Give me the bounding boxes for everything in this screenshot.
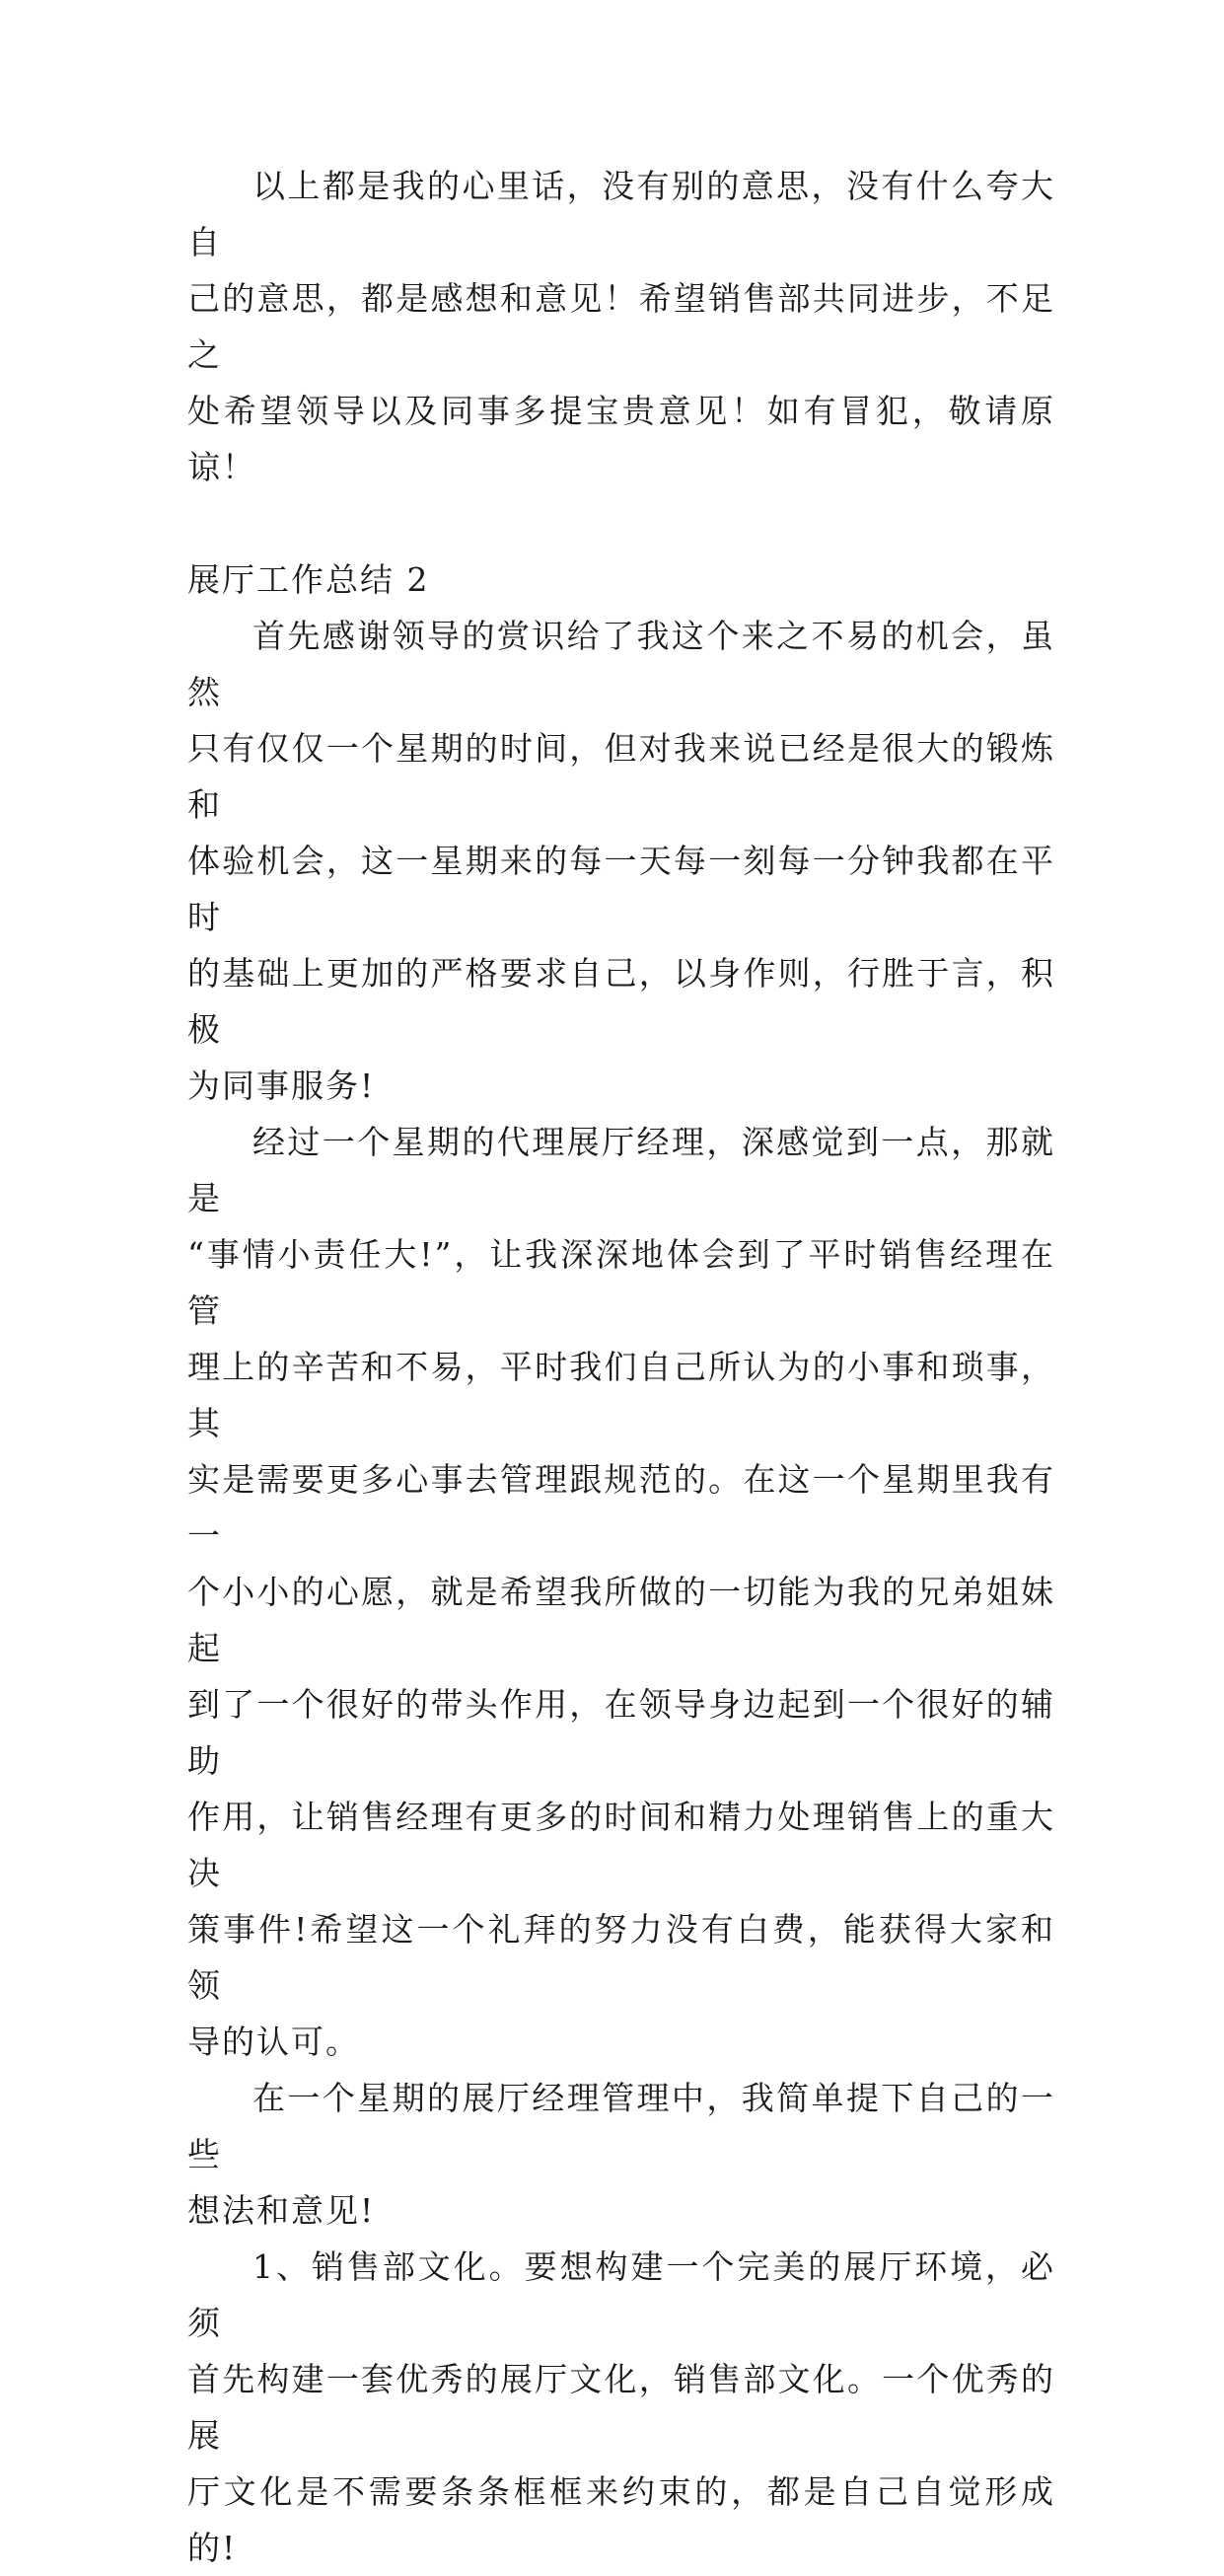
closing-paragraph: 以上都是我的心里话，没有别的意思，没有什么夸大自 己的意思，都是感想和意见！希望销售部共同进步，不足之 处希望领导以及同事多提宝贵意见！如有冒犯，敬请原谅！ — [187, 167, 1055, 486]
opinion-intro-paragraph: 在一个星期的展厅经理管理中，我简单提下自己的一些 想法和意见! — [187, 2079, 1055, 2230]
section-spacer — [187, 495, 1055, 552]
section-title: 展厅工作总结 2 — [187, 560, 430, 599]
document-page — [187, 158, 1055, 2576]
culture-paragraph: 1、销售部文化。要想构建一个完美的展厅环境，必须 首先构建一套优秀的展厅文化，销售部文化。一个优秀的展 厅文化是不需要条条框框来约束的，都是自己自觉形成的! — [187, 2247, 1055, 2567]
gratitude-paragraph: 首先感谢领导的赏识给了我这个来之不易的机会，虽然 只有仅仅一个星期的时间，但对我来说已经是很大的锻炼和 体验机会，这一星期来的每一天每一刻每一分钟我都在平时 的基础上更加的严格要求自己，以身作则，行胜于言，积极 为同事服务! — [187, 617, 1055, 1105]
experience-paragraph: 经过一个星期的代理展厅经理，深感觉到一点，那就是 “事情小责任大!”，让我深深地体会到了平时销售经理在管 理上的辛苦和不易，平时我们自己所认为的小事和琐事，其 实是需要更多心事去管理跟规范的。在这一个星期里我有一 个小小的心愿，就是希望我所做的一切能为我的兄弟姐妹起 到了一个很好的带头作用，在领导身边起到一个很好的辅助 作用，让销售经理有更多的时间和精力处理销售上的重大决 策事件!希望这一个礼拜的努力没有白费，能获得大家和领 导的认可。 — [187, 1123, 1055, 2061]
